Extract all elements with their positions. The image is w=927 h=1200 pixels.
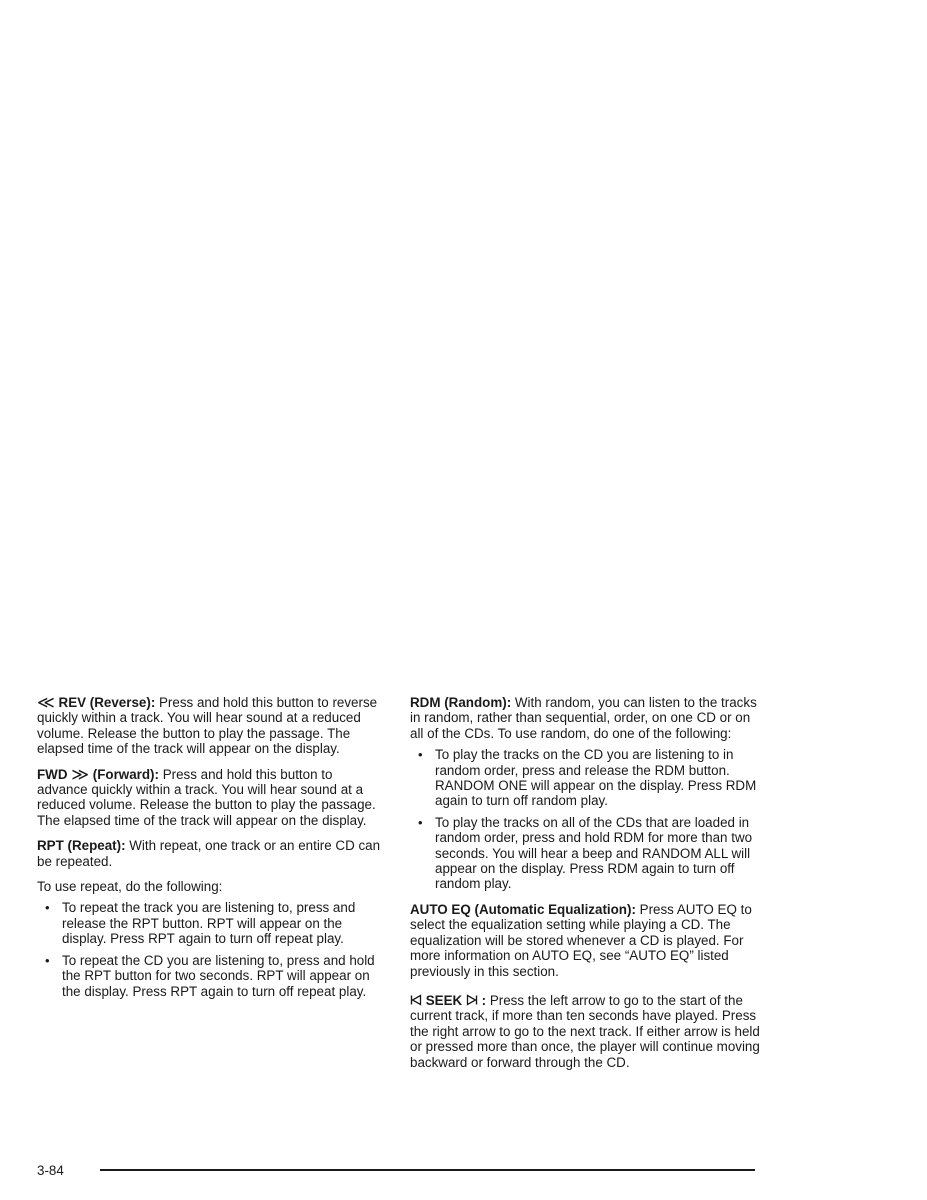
- double-chevron-right-icon: ≫: [71, 764, 90, 784]
- autoeq-heading: AUTO EQ (Automatic Equalization):: [410, 901, 636, 917]
- autoeq-paragraph: [410, 902, 760, 979]
- rdm-heading: RDM (Random):: [410, 695, 512, 710]
- rdm-bullet-list: [410, 747, 760, 892]
- right-column: [410, 695, 760, 1080]
- seek-heading: SEEK: [425, 992, 463, 1008]
- rpt-intro: To use repeat, do the following:: [37, 879, 223, 895]
- rev-body: Press and hold this button to reverse quickly within a track. You will hear sound at a reduced volume. Release the button to play the passage. The elapsed time of the track will appear on the display.: [37, 695, 378, 757]
- rpt-bullet-text: To repeat the CD you are listening to, press and hold the RPT button for two seconds. RPT will appear on the display. Press RPT again to turn off repeat play.: [62, 952, 375, 999]
- rpt-body: With repeat, one track or an entire CD can be repeated.: [37, 838, 381, 869]
- rpt-bullet-list: [37, 900, 382, 998]
- list-item: [410, 815, 760, 892]
- rdm-bullet-text: To play the tracks on the CD you are listening to in random order, press and release the RDM button. RANDOM ONE will appear on the display. Press RDM again to turn off random play.: [435, 747, 757, 809]
- fwd-body: Press and hold this button to advance quickly within a track. You will hear sound at a reduced volume. Release the button to play the passage. The elapsed time of the track will appear on the display.: [37, 766, 376, 828]
- bullet-icon: •: [45, 952, 50, 968]
- autoeq-body: Press AUTO EQ to select the equalization setting while playing a CD. The equalization will be stored whenever a CD is played. For more information on AUTO EQ, see “AUTO EQ” listed previously in this section.: [410, 901, 752, 979]
- seek-colon: :: [477, 992, 487, 1008]
- rpt-heading: RPT (Repeat):: [37, 838, 126, 854]
- left-column: [37, 695, 382, 1009]
- seek-back-icon: [410, 994, 422, 1006]
- list-item: [37, 900, 382, 946]
- seek-body: Press the left arrow to go to the start of the current track, if more than ten seconds have played. Press the right arrow to go to the next track. If either arrow is held or pressed more than once, the player will continue moving backward or forward through the CD.: [410, 992, 760, 1070]
- page-number: 3-84: [37, 1163, 64, 1178]
- footer-rule: [100, 1169, 755, 1171]
- bullet-icon: •: [418, 814, 423, 830]
- rev-paragraph: [37, 695, 382, 757]
- fwd-heading-a: FWD: [37, 766, 68, 782]
- rdm-bullet-text: To play the tracks on all of the CDs that are loaded in random order, press and hold RDM for more than two seconds. You will hear a beep and RANDOM ALL will appear on the display. Press RDM again to turn off random play.: [435, 814, 753, 892]
- rdm-paragraph: [410, 695, 760, 741]
- fwd-paragraph: [37, 764, 382, 829]
- rev-heading: REV (Reverse):: [58, 695, 156, 710]
- rpt-bullet-text: To repeat the track you are listening to, press and release the RPT button. RPT will appear on the display. Press RPT again to turn off repeat play.: [62, 900, 356, 947]
- fwd-heading-b: (Forward):: [92, 766, 159, 782]
- rdm-body: With random, you can listen to the tracks in random, rather than sequential, order, on one CD or on all of the CDs. To use random, do one of the following:: [410, 695, 757, 741]
- bullet-icon: •: [418, 747, 423, 763]
- list-item: [37, 953, 382, 999]
- seek-forward-icon: [466, 994, 478, 1006]
- list-item: [410, 747, 760, 809]
- double-chevron-left-icon: ≪: [37, 693, 55, 712]
- bullet-icon: •: [45, 900, 50, 916]
- rpt-paragraph: [37, 838, 382, 869]
- seek-paragraph: [410, 993, 760, 1070]
